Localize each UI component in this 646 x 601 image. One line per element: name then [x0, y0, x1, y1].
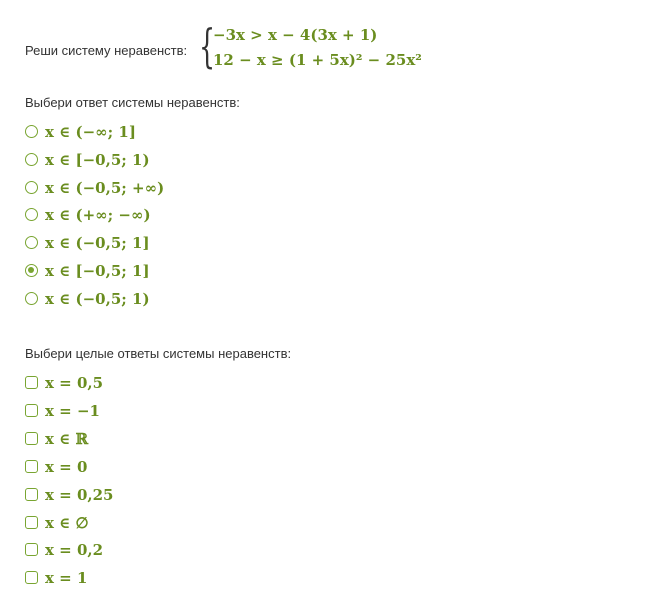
question-2-label: Выбери целые ответы системы неравенств:: [25, 346, 292, 361]
answer-option[interactable]: [25, 289, 325, 309]
integer-option[interactable]: [25, 568, 325, 588]
option-label: x ∈ (−0,5; 1]: [45, 234, 150, 253]
integer-option[interactable]: [25, 429, 325, 449]
checkbox[interactable]: [25, 516, 38, 529]
answer-option[interactable]: [25, 261, 325, 281]
radio-button[interactable]: [25, 125, 38, 138]
option-label: x = 1: [45, 569, 88, 588]
integer-option[interactable]: [25, 540, 325, 560]
checkbox[interactable]: [25, 488, 38, 501]
option-label: x ∈ (−0,5; 1): [45, 289, 150, 308]
inequality-2: 12 − x ≥ (1 + 5x)² − 25x²: [213, 51, 422, 69]
integer-option[interactable]: [25, 485, 325, 505]
answer-option[interactable]: [25, 178, 325, 198]
option-label: x ∈ [−0,5; 1): [45, 150, 150, 169]
option-label: x = 0: [45, 457, 88, 476]
inequality-1: −3x > x − 4(3x + 1): [213, 26, 378, 44]
answer-option[interactable]: [25, 233, 325, 253]
radio-button[interactable]: [25, 264, 38, 277]
option-label: x ∈ ∅: [45, 513, 89, 532]
question-1-label: Выбери ответ системы неравенств:: [25, 95, 240, 110]
integer-option[interactable]: [25, 373, 325, 393]
radio-button[interactable]: [25, 153, 38, 166]
integer-option[interactable]: [25, 513, 325, 533]
option-label: x ∈ (−∞; 1]: [45, 123, 136, 141]
checkbox[interactable]: [25, 571, 38, 584]
option-label: x ∈ (−0,5; +∞): [45, 178, 165, 197]
option-label: x ∈ [−0,5; 1]: [45, 262, 150, 280]
task-prompt: Реши систему неравенств:: [25, 43, 188, 58]
answer-option[interactable]: [25, 205, 325, 225]
answer-option[interactable]: [25, 122, 325, 142]
option-label: x ∈ (+∞; −∞): [45, 206, 151, 225]
option-label: x ∈ ℝ: [45, 429, 88, 448]
system-brace: {: [199, 19, 216, 73]
option-label: x = −1: [45, 401, 100, 420]
checkbox[interactable]: [25, 460, 38, 473]
option-label: x = 0,2: [45, 541, 104, 560]
radio-button[interactable]: [25, 292, 38, 305]
integer-option[interactable]: [25, 457, 325, 477]
checkbox[interactable]: [25, 404, 38, 417]
option-label: x = 0,25: [45, 485, 114, 504]
radio-button[interactable]: [25, 208, 38, 221]
option-label: x = 0,5: [45, 374, 104, 392]
task-statement: [25, 19, 625, 76]
integer-option[interactable]: [25, 401, 325, 421]
checkbox[interactable]: [25, 432, 38, 445]
radio-button[interactable]: [25, 236, 38, 249]
radio-button[interactable]: [25, 181, 38, 194]
answer-option[interactable]: [25, 150, 325, 170]
checkbox[interactable]: [25, 376, 38, 389]
checkbox[interactable]: [25, 543, 38, 556]
